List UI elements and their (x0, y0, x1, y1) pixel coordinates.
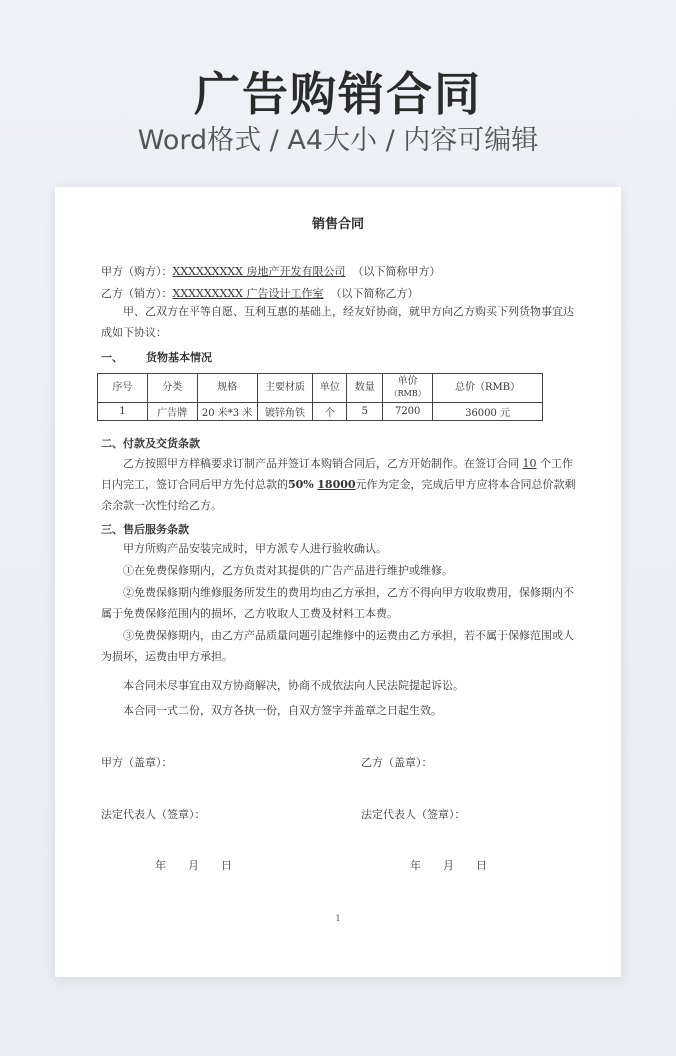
table-cell: 镀锌角铁 (257, 403, 313, 421)
table-header: 分类 (147, 374, 197, 403)
table-row (98, 403, 543, 421)
closing-paragraph-2: 本合同一式二份，双方各执一份，自双方签字并盖章之日起生效。 (123, 704, 442, 717)
page-number: 1 (335, 914, 341, 923)
unit-price-currency: （RMB） (389, 389, 426, 398)
section3-paragraph-1: 甲方所购产品安装完成时，甲方派专人进行验收确认。 (123, 542, 387, 555)
table-cell: 20 米*3 米 (197, 403, 257, 421)
table-header: 规格 (197, 374, 257, 403)
section2-text-b: 个工作日内完工，签订合同后甲方先付总款的 (101, 457, 573, 491)
table-header: 总价（RMB） (433, 374, 543, 403)
section1-title: 货物基本情况 (145, 351, 212, 364)
table-header-row (98, 374, 543, 403)
section1-heading (101, 349, 212, 365)
table-cell: 5 (347, 403, 383, 421)
party-b-seal-label: 乙方（盖章）： (361, 756, 433, 769)
section2-paragraph (101, 453, 577, 516)
intro-paragraph: 甲、乙双方在平等自愿、互利互惠的基础上，经友好协商，就甲方向乙方购买下列货物事宜达成如下协议： (101, 305, 574, 339)
document-title: 销售合同 (311, 217, 364, 232)
party-a-note: （以下简称甲方） (352, 265, 441, 278)
party-b-representative-label: 法定代表人（签章）： (361, 808, 466, 821)
section2-amount: 18000 (317, 478, 356, 491)
party-a-representative-label: 法定代表人（签章）： (101, 808, 206, 821)
table-header: 主要材质 (257, 374, 313, 403)
unit-price-label: 单价 (397, 376, 418, 387)
table-header-unit-price (383, 374, 433, 403)
party-a-line (101, 263, 440, 279)
closing-paragraph-1: 本合同未尽事宜由双方协商解决，协商不成依法向人民法院提起诉讼。 (123, 679, 464, 692)
section1-number: 一、 (101, 351, 123, 364)
party-a-date: 年 月 日 (155, 859, 232, 872)
table-header: 序号 (98, 374, 148, 403)
section3-paragraph-2: ①在免费保修期内，乙方负责对其提供的广告产品进行维护或维修。 (123, 564, 453, 577)
party-b-name: XXXXXXXXX 广告设计工作室 (172, 287, 324, 300)
section2-days: 10 (522, 457, 537, 470)
party-b-note: （以下简称乙方） (330, 287, 419, 300)
section3-paragraph-3: ②免费保修期内维修服务所发生的费用均由乙方承担，乙方不得向甲方收取费用，保修期内不属于免费保修范围内的损坏，乙方收取人工费及材料工本费。 (101, 586, 574, 620)
goods-table (97, 373, 543, 421)
section2-text-a: 乙方按照甲方样稿要求订制产品并签订本购销合同后，乙方开始制作。在签订合同 (123, 457, 519, 470)
section2-title: 二、付款及交货条款 (101, 437, 200, 450)
table-cell: 1 (98, 403, 148, 421)
section2-text-c: 元作为定金，完成后甲方应将本合同总价款剩余余款一次性付给乙方。 (101, 478, 576, 512)
section3-title: 三、售后服务条款 (101, 523, 189, 536)
document-page (55, 187, 621, 977)
section3-paragraph-4: ③免费保修期内，由乙方产品质量问题引起维修中的运费由乙方承担，若不属于保修范围或人为损坏，运费由甲方承担。 (101, 629, 574, 663)
party-b-label: 乙方（销方）： (101, 287, 173, 300)
table-cell: 7200 (383, 403, 433, 421)
party-b-date: 年 月 日 (410, 859, 487, 872)
table-cell: 36000 元 (433, 403, 543, 421)
party-a-seal-label: 甲方（盖章）： (101, 756, 173, 769)
party-b-line (101, 285, 418, 301)
table-cell: 个 (313, 403, 347, 421)
table-header: 数量 (347, 374, 383, 403)
table-cell: 广告牌 (147, 403, 197, 421)
banner-title: 广告购销合同 (194, 67, 482, 121)
section2-percent: 50% (288, 478, 314, 491)
banner-subtitle: Word格式 / A4大小 / 内容可编辑 (137, 125, 539, 156)
party-a-label: 甲方（购方）： (101, 265, 173, 278)
table-header: 单位 (313, 374, 347, 403)
party-a-name: XXXXXXXXX 房地产开发有限公司 (172, 265, 346, 278)
